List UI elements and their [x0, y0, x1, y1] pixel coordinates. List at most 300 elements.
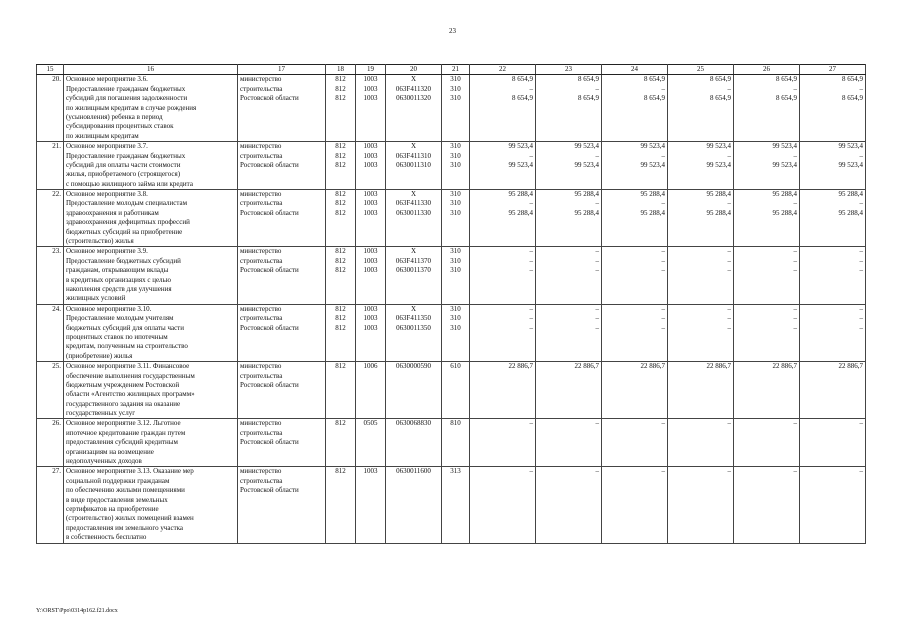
activity-name-line: Основное мероприятие 3.7. [66, 142, 148, 151]
value-col-23-line: 99 523,4 [574, 160, 599, 169]
value-col-23-line: – [595, 247, 599, 256]
value-col-24-line: – [661, 84, 665, 93]
value-col-27-line: – [859, 151, 863, 160]
value-col-24-line: – [661, 247, 665, 256]
activity-name-line: Предоставление гражданам бюджетных [66, 151, 186, 160]
value-col-22 [470, 362, 536, 419]
value-col-27-line: – [859, 323, 863, 332]
rzpr-code-line: 1003 [363, 266, 378, 275]
value-col-22-line: – [529, 314, 533, 323]
activity-name-line: гражданам, открывающим вклады [66, 266, 169, 275]
value-col-23-line: – [595, 199, 599, 208]
csr-code-line: 063F411370 [395, 256, 432, 265]
responsible-executor-line: Ростовской области [240, 323, 299, 332]
csr-code-line: Х [410, 247, 417, 256]
csr-code-line: 063F411310 [395, 151, 432, 160]
value-col-27-line: 99 523,4 [838, 142, 863, 151]
value-col-23-line: 22 886,7 [574, 362, 599, 371]
value-col-23-line: 8 654,9 [578, 75, 599, 84]
grbs-code [326, 419, 356, 467]
rzpr-code [356, 142, 386, 190]
csr-code [386, 247, 442, 304]
rzpr-code-line: 1003 [363, 314, 378, 323]
value-col-25-line: – [727, 247, 731, 256]
responsible-executor [238, 75, 326, 142]
column-header: 22 [470, 65, 536, 75]
value-col-25-line: – [727, 199, 731, 208]
grbs-code-line: 812 [335, 142, 346, 151]
page-number: 23 [449, 27, 456, 35]
grbs-code [326, 247, 356, 304]
value-col-27-line: 8 654,9 [842, 75, 863, 84]
value-col-22-line: – [529, 419, 533, 428]
activity-name [64, 247, 238, 304]
rzpr-code-line: 1003 [363, 304, 378, 313]
value-col-25 [668, 247, 734, 304]
value-col-24-line: – [661, 314, 665, 323]
value-col-26-line: – [793, 419, 797, 428]
value-col-26 [734, 142, 800, 190]
activity-name-line: организациям на возмещение [66, 447, 154, 456]
value-col-24 [602, 247, 668, 304]
value-col-26-line: – [793, 256, 797, 265]
vr-code-line: 310 [450, 266, 461, 275]
vr-code-line: 310 [450, 94, 461, 103]
activity-name-line: недополученных доходов [66, 457, 142, 466]
responsible-executor [238, 247, 326, 304]
value-col-23-line: 8 654,9 [578, 94, 599, 103]
csr-code-line: Х [410, 304, 417, 313]
value-col-26-line: 8 654,9 [776, 75, 797, 84]
value-col-23-line: – [595, 314, 599, 323]
csr-code-line: Х [410, 142, 417, 151]
activity-name [64, 75, 238, 142]
table-row [37, 247, 866, 304]
activity-name-line: субсидий для погашения задолженности [66, 94, 188, 103]
value-col-23-line: – [595, 467, 599, 476]
value-col-27-line: – [859, 304, 863, 313]
column-header: 16 [64, 65, 238, 75]
rzpr-code [356, 419, 386, 467]
value-col-25 [668, 419, 734, 467]
responsible-executor-line: строительства [240, 84, 283, 93]
value-col-24-line: – [661, 467, 665, 476]
value-col-23-line: – [595, 323, 599, 332]
value-col-25 [668, 142, 734, 190]
value-col-27 [800, 247, 866, 304]
value-col-26-line: – [793, 314, 797, 323]
row-number: 22. [37, 190, 64, 247]
rzpr-code-line: 1003 [363, 75, 378, 84]
value-col-24-line: – [661, 199, 665, 208]
activity-name-line: Предоставление молодым специалистам [66, 199, 188, 208]
activity-name-line: (приобретение) жилья [66, 351, 133, 360]
column-header: 20 [386, 65, 442, 75]
csr-code [386, 419, 442, 467]
csr-code-line: 0630011310 [396, 160, 431, 169]
activity-name-line: в кредитных организациях с целью [66, 275, 171, 284]
value-col-22 [470, 75, 536, 142]
activity-name [64, 362, 238, 419]
csr-code-line: Х [410, 190, 417, 199]
value-col-24 [602, 304, 668, 361]
rzpr-code-line: 1003 [363, 160, 378, 169]
value-col-23 [536, 304, 602, 361]
value-col-27-line: 95 288,4 [838, 190, 863, 199]
responsible-executor [238, 190, 326, 247]
activity-name-line: субсидий для оплаты части стоимости [66, 160, 181, 169]
rzpr-code-line: 1006 [363, 362, 378, 371]
value-col-26-line: 22 886,7 [772, 362, 797, 371]
table-row [37, 467, 866, 543]
activity-name-line: предоставления субсидий кредитным [66, 438, 178, 447]
activity-name-line: Предоставление молодым учителям [66, 314, 174, 323]
value-col-22-line: 99 523,4 [508, 142, 533, 151]
csr-code [386, 142, 442, 190]
value-col-24 [602, 142, 668, 190]
value-col-23-line: 95 288,4 [574, 190, 599, 199]
value-col-24-line: – [661, 151, 665, 160]
vr-code-line: 310 [450, 160, 461, 169]
value-col-25-line: 8 654,9 [710, 94, 731, 103]
value-col-27-line: 95 288,4 [838, 208, 863, 217]
activity-name-line: Предоставление гражданам бюджетных [66, 84, 186, 93]
row-number: 26. [37, 419, 64, 467]
csr-code-line: 063F411350 [395, 314, 432, 323]
grbs-code-line: 812 [335, 266, 346, 275]
value-col-24 [602, 419, 668, 467]
vr-code [442, 75, 470, 142]
grbs-code [326, 75, 356, 142]
value-col-26 [734, 304, 800, 361]
value-col-23-line: – [595, 266, 599, 275]
value-col-22-line: – [529, 247, 533, 256]
activity-name-line: предоставления им земельного участка [66, 523, 184, 532]
grbs-code-line: 812 [335, 256, 346, 265]
column-header: 21 [442, 65, 470, 75]
grbs-code-line: 812 [335, 190, 346, 199]
rzpr-code-line: 1003 [363, 84, 378, 93]
activity-name-line: по обеспечению жилыми помещениями [66, 486, 185, 495]
value-col-22-line: – [529, 256, 533, 265]
rzpr-code [356, 467, 386, 543]
value-col-23-line: – [595, 419, 599, 428]
responsible-executor-line: министерство [240, 304, 282, 313]
rzpr-code [356, 190, 386, 247]
responsible-executor [238, 142, 326, 190]
vr-code-line: 310 [450, 84, 461, 93]
rzpr-code-line: 1003 [363, 323, 378, 332]
rzpr-code-line: 1003 [363, 467, 378, 476]
responsible-executor-line: министерство [240, 467, 282, 476]
grbs-code-line: 812 [335, 323, 346, 332]
value-col-22-line: – [529, 266, 533, 275]
vr-code-line: 310 [450, 142, 461, 151]
value-col-25-line: 99 523,4 [706, 160, 731, 169]
value-col-25 [668, 467, 734, 543]
csr-code-line: 063F411330 [395, 199, 432, 208]
activity-name-line: Основное мероприятие 3.9. [66, 247, 148, 256]
value-col-25-line: – [727, 467, 731, 476]
budget-table [36, 64, 866, 544]
csr-code-line: 0630068830 [396, 419, 431, 428]
value-col-24-line: 95 288,4 [640, 190, 665, 199]
value-col-22 [470, 304, 536, 361]
value-col-27-line: – [859, 256, 863, 265]
value-col-23-line: – [595, 151, 599, 160]
responsible-executor-line: строительства [240, 199, 283, 208]
value-col-27 [800, 467, 866, 543]
value-col-23 [536, 190, 602, 247]
responsible-executor [238, 362, 326, 419]
responsible-executor [238, 304, 326, 361]
table-row [37, 419, 866, 467]
activity-name-line: (строительство) жилых помещений взамен [66, 514, 194, 523]
value-col-25-line: 99 523,4 [706, 142, 731, 151]
value-col-22 [470, 467, 536, 543]
grbs-code-line: 812 [335, 94, 346, 103]
value-col-25 [668, 190, 734, 247]
value-col-27-line: 8 654,9 [842, 94, 863, 103]
csr-code [386, 467, 442, 543]
csr-code-line: 0630011330 [396, 208, 431, 217]
row-number: 23. [37, 247, 64, 304]
value-col-26-line: 95 288,4 [772, 208, 797, 217]
table-row [37, 362, 866, 419]
grbs-code-line: 812 [335, 84, 346, 93]
vr-code [442, 190, 470, 247]
value-col-22 [470, 247, 536, 304]
value-col-26-line: – [793, 266, 797, 275]
csr-code [386, 362, 442, 419]
value-col-24-line: – [661, 266, 665, 275]
value-col-25 [668, 75, 734, 142]
activity-name [64, 304, 238, 361]
responsible-executor-line: Ростовской области [240, 438, 299, 447]
responsible-executor [238, 419, 326, 467]
value-col-23 [536, 419, 602, 467]
activity-name [64, 419, 238, 467]
value-col-26-line: – [793, 304, 797, 313]
value-col-23-line: 95 288,4 [574, 208, 599, 217]
column-header: 26 [734, 65, 800, 75]
responsible-executor-line: строительства [240, 371, 283, 380]
value-col-24-line: 8 654,9 [644, 94, 665, 103]
activity-name [64, 142, 238, 190]
activity-name-line: Предоставление бюджетных субсидий [66, 256, 181, 265]
csr-code-line: 0630011350 [396, 323, 431, 332]
activity-name-line: Основное мероприятие 3.13. Оказание мер [66, 467, 194, 476]
activity-name-line: с помощью жилищного займа или кредита [66, 179, 193, 188]
csr-code-line: Х [410, 75, 417, 84]
responsible-executor-line: министерство [240, 75, 282, 84]
value-col-24-line: – [661, 323, 665, 332]
activity-name-line: по жилищным кредитам в случае рождения [66, 103, 197, 112]
column-header: 24 [602, 65, 668, 75]
value-col-23 [536, 75, 602, 142]
value-col-22-line: – [529, 304, 533, 313]
value-col-26-line: – [793, 247, 797, 256]
value-col-24 [602, 190, 668, 247]
csr-code [386, 75, 442, 142]
grbs-code [326, 467, 356, 543]
csr-code [386, 190, 442, 247]
value-col-26-line: 99 523,4 [772, 160, 797, 169]
vr-code [442, 362, 470, 419]
csr-code-line: 0630011370 [396, 266, 431, 275]
table-row [37, 75, 866, 142]
vr-code [442, 142, 470, 190]
value-col-22-line: – [529, 323, 533, 332]
value-col-22-line: – [529, 151, 533, 160]
grbs-code [326, 362, 356, 419]
value-col-22-line: 8 654,9 [512, 75, 533, 84]
activity-name-line: государственного задания на оказание [66, 399, 181, 408]
responsible-executor [238, 467, 326, 543]
rzpr-code-line: 1003 [363, 190, 378, 199]
activity-name-line: бюджетных субсидий для оплаты части [66, 323, 184, 332]
value-col-26-line: – [793, 467, 797, 476]
vr-code [442, 419, 470, 467]
column-header: 23 [536, 65, 602, 75]
row-number: 21. [37, 142, 64, 190]
row-number: 27. [37, 467, 64, 543]
value-col-24-line: 95 288,4 [640, 208, 665, 217]
responsible-executor-line: строительства [240, 314, 283, 323]
value-col-26-line: – [793, 84, 797, 93]
responsible-executor-line: министерство [240, 142, 282, 151]
activity-name-line: Основное мероприятие 3.12. Льготное [66, 419, 181, 428]
value-col-26-line: 99 523,4 [772, 142, 797, 151]
activity-name-line: жилищных условий [66, 294, 126, 303]
value-col-22-line: – [529, 84, 533, 93]
value-col-27-line: – [859, 419, 863, 428]
activity-name-line: в собственность бесплатно [66, 533, 147, 542]
grbs-code [326, 304, 356, 361]
value-col-25-line: 8 654,9 [710, 75, 731, 84]
responsible-executor-line: Ростовской области [240, 380, 299, 389]
activity-name-line: жилья, приобретаемого (строящегося) [66, 170, 181, 179]
value-col-25-line: 95 288,4 [706, 208, 731, 217]
grbs-code [326, 190, 356, 247]
activity-name-line: Основное мероприятие 3.11. Финансовое [66, 362, 190, 371]
value-col-22 [470, 419, 536, 467]
value-col-25-line: – [727, 304, 731, 313]
table-row [37, 304, 866, 361]
vr-code-line: 310 [450, 314, 461, 323]
value-col-25-line: – [727, 151, 731, 160]
responsible-executor-line: Ростовской области [240, 94, 299, 103]
rzpr-code-line: 1003 [363, 142, 378, 151]
value-col-24-line: – [661, 419, 665, 428]
value-col-26-line: 8 654,9 [776, 94, 797, 103]
value-col-26-line: – [793, 199, 797, 208]
grbs-code-line: 812 [335, 160, 346, 169]
activity-name-line: накопления средств для улучшения [66, 285, 172, 293]
vr-code-line: 310 [450, 199, 461, 208]
csr-code-line: 0630011600 [396, 467, 431, 476]
vr-code-line: 310 [450, 247, 461, 256]
value-col-25 [668, 362, 734, 419]
csr-code [386, 304, 442, 361]
responsible-executor-line: Ростовской области [240, 266, 299, 275]
vr-code-line: 310 [450, 256, 461, 265]
value-col-26 [734, 75, 800, 142]
rzpr-code-line: 1003 [363, 151, 378, 160]
responsible-executor-line: строительства [240, 256, 283, 265]
value-col-25-line: – [727, 266, 731, 275]
vr-code-line: 310 [450, 75, 461, 84]
grbs-code-line: 812 [335, 467, 346, 476]
rzpr-code-line: 1003 [363, 94, 378, 103]
value-col-24 [602, 362, 668, 419]
value-col-24-line: – [661, 256, 665, 265]
value-col-27-line: – [859, 84, 863, 93]
value-col-27-line: – [859, 199, 863, 208]
value-col-22-line: 99 523,4 [508, 160, 533, 169]
value-col-24-line: – [661, 304, 665, 313]
value-col-25-line: – [727, 323, 731, 332]
rzpr-code [356, 75, 386, 142]
row-number: 24. [37, 304, 64, 361]
grbs-code [326, 142, 356, 190]
value-col-22-line: 95 288,4 [508, 190, 533, 199]
column-header: 19 [356, 65, 386, 75]
responsible-executor-line: Ростовской области [240, 160, 299, 169]
value-col-22 [470, 142, 536, 190]
value-col-26-line: 95 288,4 [772, 190, 797, 199]
value-col-22 [470, 190, 536, 247]
activity-name-line: Основное мероприятие 3.6. [66, 75, 148, 84]
table-row [37, 142, 866, 190]
rzpr-code-line: 1003 [363, 199, 378, 208]
value-col-24-line: 22 886,7 [640, 362, 665, 371]
vr-code [442, 304, 470, 361]
value-col-26 [734, 362, 800, 419]
column-header: 17 [238, 65, 326, 75]
activity-name-line: процентных ставок по ипотечным [66, 332, 168, 341]
column-header: 25 [668, 65, 734, 75]
vr-code-line: 310 [450, 190, 461, 199]
column-header: 15 [37, 65, 64, 75]
grbs-code-line: 812 [335, 208, 346, 217]
value-col-25-line: – [727, 256, 731, 265]
csr-code-line: 0630011320 [396, 94, 431, 103]
activity-name-line: в виде предоставления земельных [66, 495, 168, 504]
value-col-23-line: – [595, 256, 599, 265]
value-col-25 [668, 304, 734, 361]
column-header: 27 [800, 65, 866, 75]
rzpr-code-line: 1003 [363, 256, 378, 265]
rzpr-code [356, 304, 386, 361]
rzpr-code [356, 247, 386, 304]
row-number: 25. [37, 362, 64, 419]
value-col-25-line: 95 288,4 [706, 190, 731, 199]
vr-code-line: 310 [450, 151, 461, 160]
rzpr-code-line: 1003 [363, 247, 378, 256]
value-col-24 [602, 467, 668, 543]
grbs-code-line: 812 [335, 247, 346, 256]
value-col-22-line: 8 654,9 [512, 94, 533, 103]
grbs-code-line: 812 [335, 304, 346, 313]
value-col-25-line: – [727, 314, 731, 323]
responsible-executor-line: министерство [240, 247, 282, 256]
vr-code-line: 310 [450, 208, 461, 217]
activity-name [64, 190, 238, 247]
value-col-27-line: – [859, 467, 863, 476]
value-col-27 [800, 142, 866, 190]
activity-name-line: бюджетным учреждением Ростовской [66, 380, 180, 389]
